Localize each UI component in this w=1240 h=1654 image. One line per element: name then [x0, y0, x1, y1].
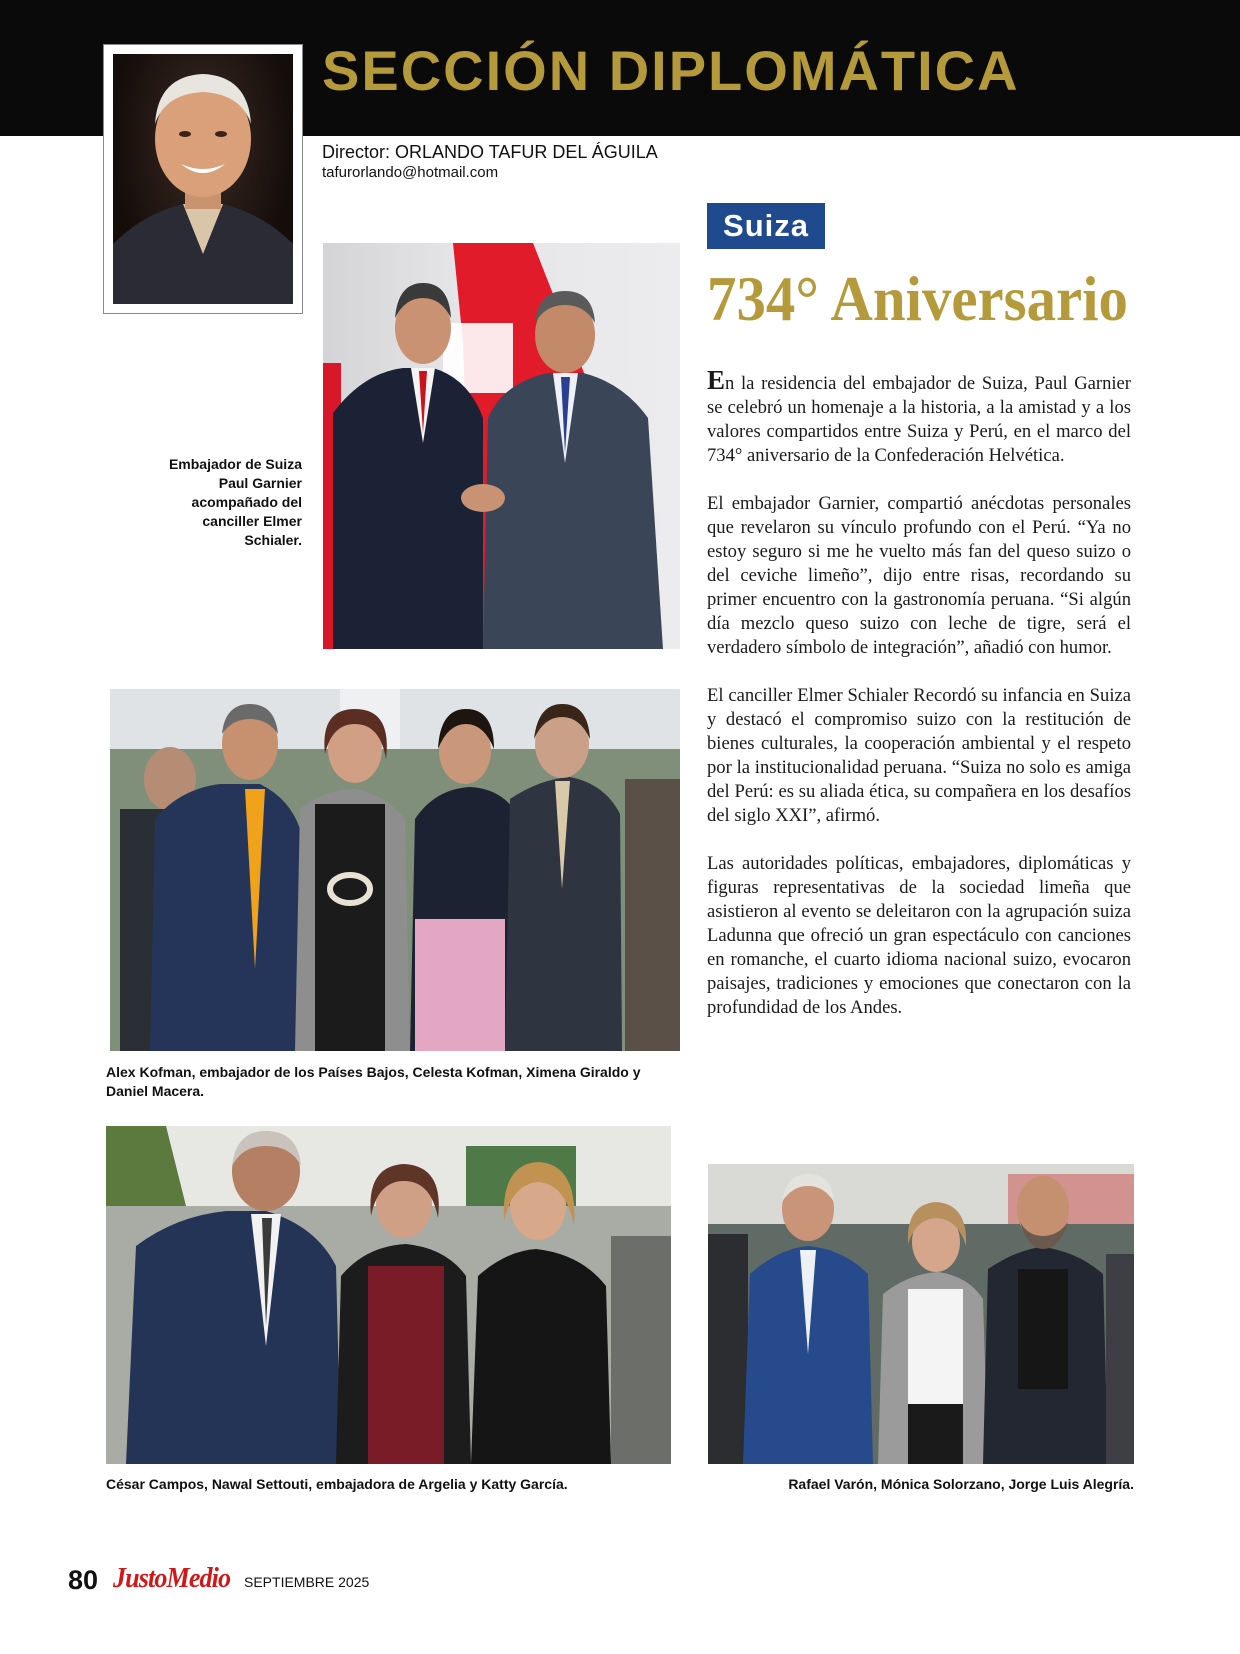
page-number: 80 — [68, 1565, 99, 1595]
caption-photo-4: Rafael Varón, Mónica Solorzano, Jorge Luis Alegría. — [788, 1476, 1134, 1492]
country-tag: Suiza — [707, 203, 825, 249]
photo-kofman-group — [110, 689, 680, 1051]
caption-photo-3: César Campos, Nawal Settouti, embajadora de Argelia y Katty García. — [106, 1476, 568, 1492]
issue-date: SEPTIEMBRE 2025 — [244, 1574, 370, 1590]
caption-photo-1: Embajador de Suiza Paul Garnier acompañado del canciller Elmer Schialer. — [168, 456, 302, 548]
director-credit: Director: ORLANDO TAFUR DEL ÁGUILA — [322, 142, 658, 162]
director-email: tafurorlando@hotmail.com — [322, 164, 499, 181]
photo-campos-settouti-garcia — [106, 1126, 671, 1464]
brand-logo: JustoMedio — [113, 1562, 231, 1594]
article-paragraph: Las autoridades políticas, embajadores, diplomáticas y figuras representativas de la sociedad limeña que asistieron al evento se deleitaron con la agrupación suiza Ladunna que ofreció un gran espectáculo con canciones en romanche, el cuarto idioma nacional suizo, evocaron paisajes, tradiciones y emociones que conectaron con la profundidad de los Andes. — [707, 853, 1131, 1018]
director-portrait-photo — [113, 54, 293, 304]
article-paragraph — [707, 365, 1131, 468]
caption-photo-2: Alex Kofman, embajador de los Países Bajos, Celesta Kofman, Ximena Giraldo y Daniel Macera. — [106, 1064, 641, 1099]
photo-ambassador-chancellor — [323, 243, 680, 649]
article-body — [707, 365, 1131, 1044]
article-headline: 734° Aniversario — [707, 263, 1128, 334]
section-title: SECCIÓN DIPLOMÁTICA — [322, 39, 1020, 102]
drop-cap: E — [707, 365, 726, 395]
article-paragraph: El canciller Elmer Schialer Recordó su infancia en Suiza y destacó el compromiso suizo con la restitución de bienes culturales, la cooperación ambiental y el respeto por la institucionalidad peruana. “Suiza no solo es amiga del Perú: es su aliada ética, su compañera en los desafíos del siglo XXI”, afirmó. — [707, 685, 1131, 826]
article-paragraph: El embajador Garnier, compartió anécdotas personales que revelaron su vínculo profundo con el Perú. “Ya no estoy seguro si me he vuelto más fan del queso suizo o del ceviche limeño”, dijo entre risas, recordando su primer encuentro con la gastronomía peruana. “Si algún día mezclo queso suizo con leche de tigre, será el verdadero símbolo de integración”, añadió con humor. — [707, 493, 1131, 658]
paragraph-text: n la residencia del embajador de Suiza, Paul Garnier se celebró un homenaje a la historia, a la amistad y a los valores compartidos entre Suiza y Perú, en el marco del 734° aniversario de la Confederación Helvética. — [707, 373, 1131, 466]
photo-varon-solorzano-alegria — [708, 1164, 1134, 1464]
director-portrait-frame — [103, 44, 303, 314]
